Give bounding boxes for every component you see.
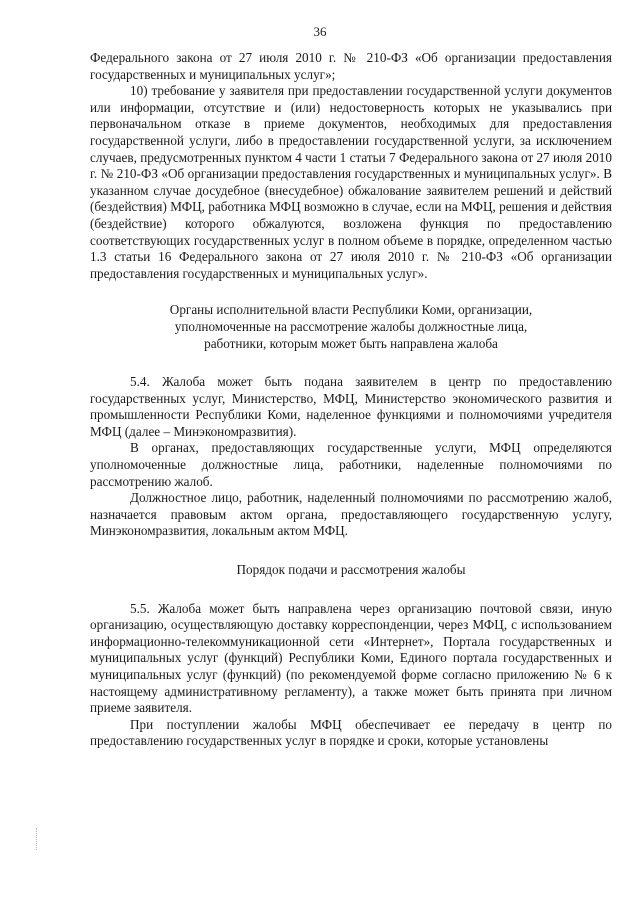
spacer	[90, 282, 612, 302]
scan-margin-mark	[36, 828, 39, 850]
paragraph-transfer: При поступлении жалобы МФЦ обеспечивает ее передачу в центр по предоставлению государственных услуг в порядке и сроки, которые установлены	[90, 716, 612, 749]
section-heading-line: Органы исполнительной власти Республики Коми, организации,	[169, 302, 533, 318]
paragraph-item-10: 10) требование у заявителя при предоставлении государственной услуги документов или информации, отсутствие и (или) недостоверность которых не указывались при первоначальном отказе в приеме документов, необходимых для предоставления государственной услуги, либо в предоставлении государственной услуги, за исключением случаев, предусмотренных пунктом 4 части 1 статьи 7 Федерального закона от 27 июля 2010 г. № 210-ФЗ «Об организации предоставления государственных и муниципальных услуг». В указанном случае досудебное (внесудебное) обжалование заявителем решений и действий (бездействия) МФЦ, работника МФЦ возможно в случае, если на МФЦ, решения и действия (бездействие) которого обжалуются, возложена функция по предоставлению соответствующих государственных услуг в полном объеме в порядке, определенном частью 1.3 статьи 16 Федерального закона от 27 июля 2010 г. № 210-ФЗ «Об организации предоставления государственных и муниципальных услуг».	[90, 83, 612, 281]
paragraph-5-5: 5.5. Жалоба может быть направлена через организацию почтовой связи, иную организацию, осуществляющую доставку корреспонденции, через МФЦ, с использованием информационно-телекоммуникационной сети «Интернет», Портала государственных и муниципальных услуг (функций) Республики Коми, Единого портала государственных и муниципальных услуг (функций) (по рекомендуемой форме согласно приложению № 6 к настоящему административному регламенту), а также может быть принята при личном приеме заявителя.	[90, 600, 612, 716]
spacer	[90, 540, 612, 562]
spacer	[90, 579, 612, 601]
spacer	[90, 352, 612, 374]
section-heading: Порядок подачи и рассмотрения жалобы	[236, 562, 466, 578]
page-number: 36	[313, 24, 327, 39]
paragraph-officials: В органах, предоставляющих государственные услуги, МФЦ определяются уполномоченные должностные лица, работники, наделенные полномочиями по рассмотрению жалоб.	[90, 440, 612, 489]
section-heading-line: работники, которым может быть направлена жалоба	[204, 335, 498, 351]
document-body	[90, 50, 612, 750]
section-heading-line: уполномоченные на рассмотрение жалобы должностные лица,	[174, 318, 528, 334]
paragraph-continuation: Федерального закона от 27 июля 2010 г. № 210-ФЗ «Об организации предоставления государственных и муниципальных услуг»;	[90, 50, 612, 82]
paragraph-appointment: Должностное лицо, работник, наделенный полномочиями по рассмотрению жалоб, назначается правовым актом органа, предоставляющего государственную услугу, Минэкономразвития, локальным актом МФЦ.	[90, 490, 612, 539]
paragraph-5-4: 5.4. Жалоба может быть подана заявителем в центр по предоставлению государственных услуг, Министерство, МФЦ, Министерство экономического развития и промышленности Республики Коми, наделенное функциями и полномочиями учредителя МФЦ (далее – Минэкономразвития).	[90, 374, 612, 439]
